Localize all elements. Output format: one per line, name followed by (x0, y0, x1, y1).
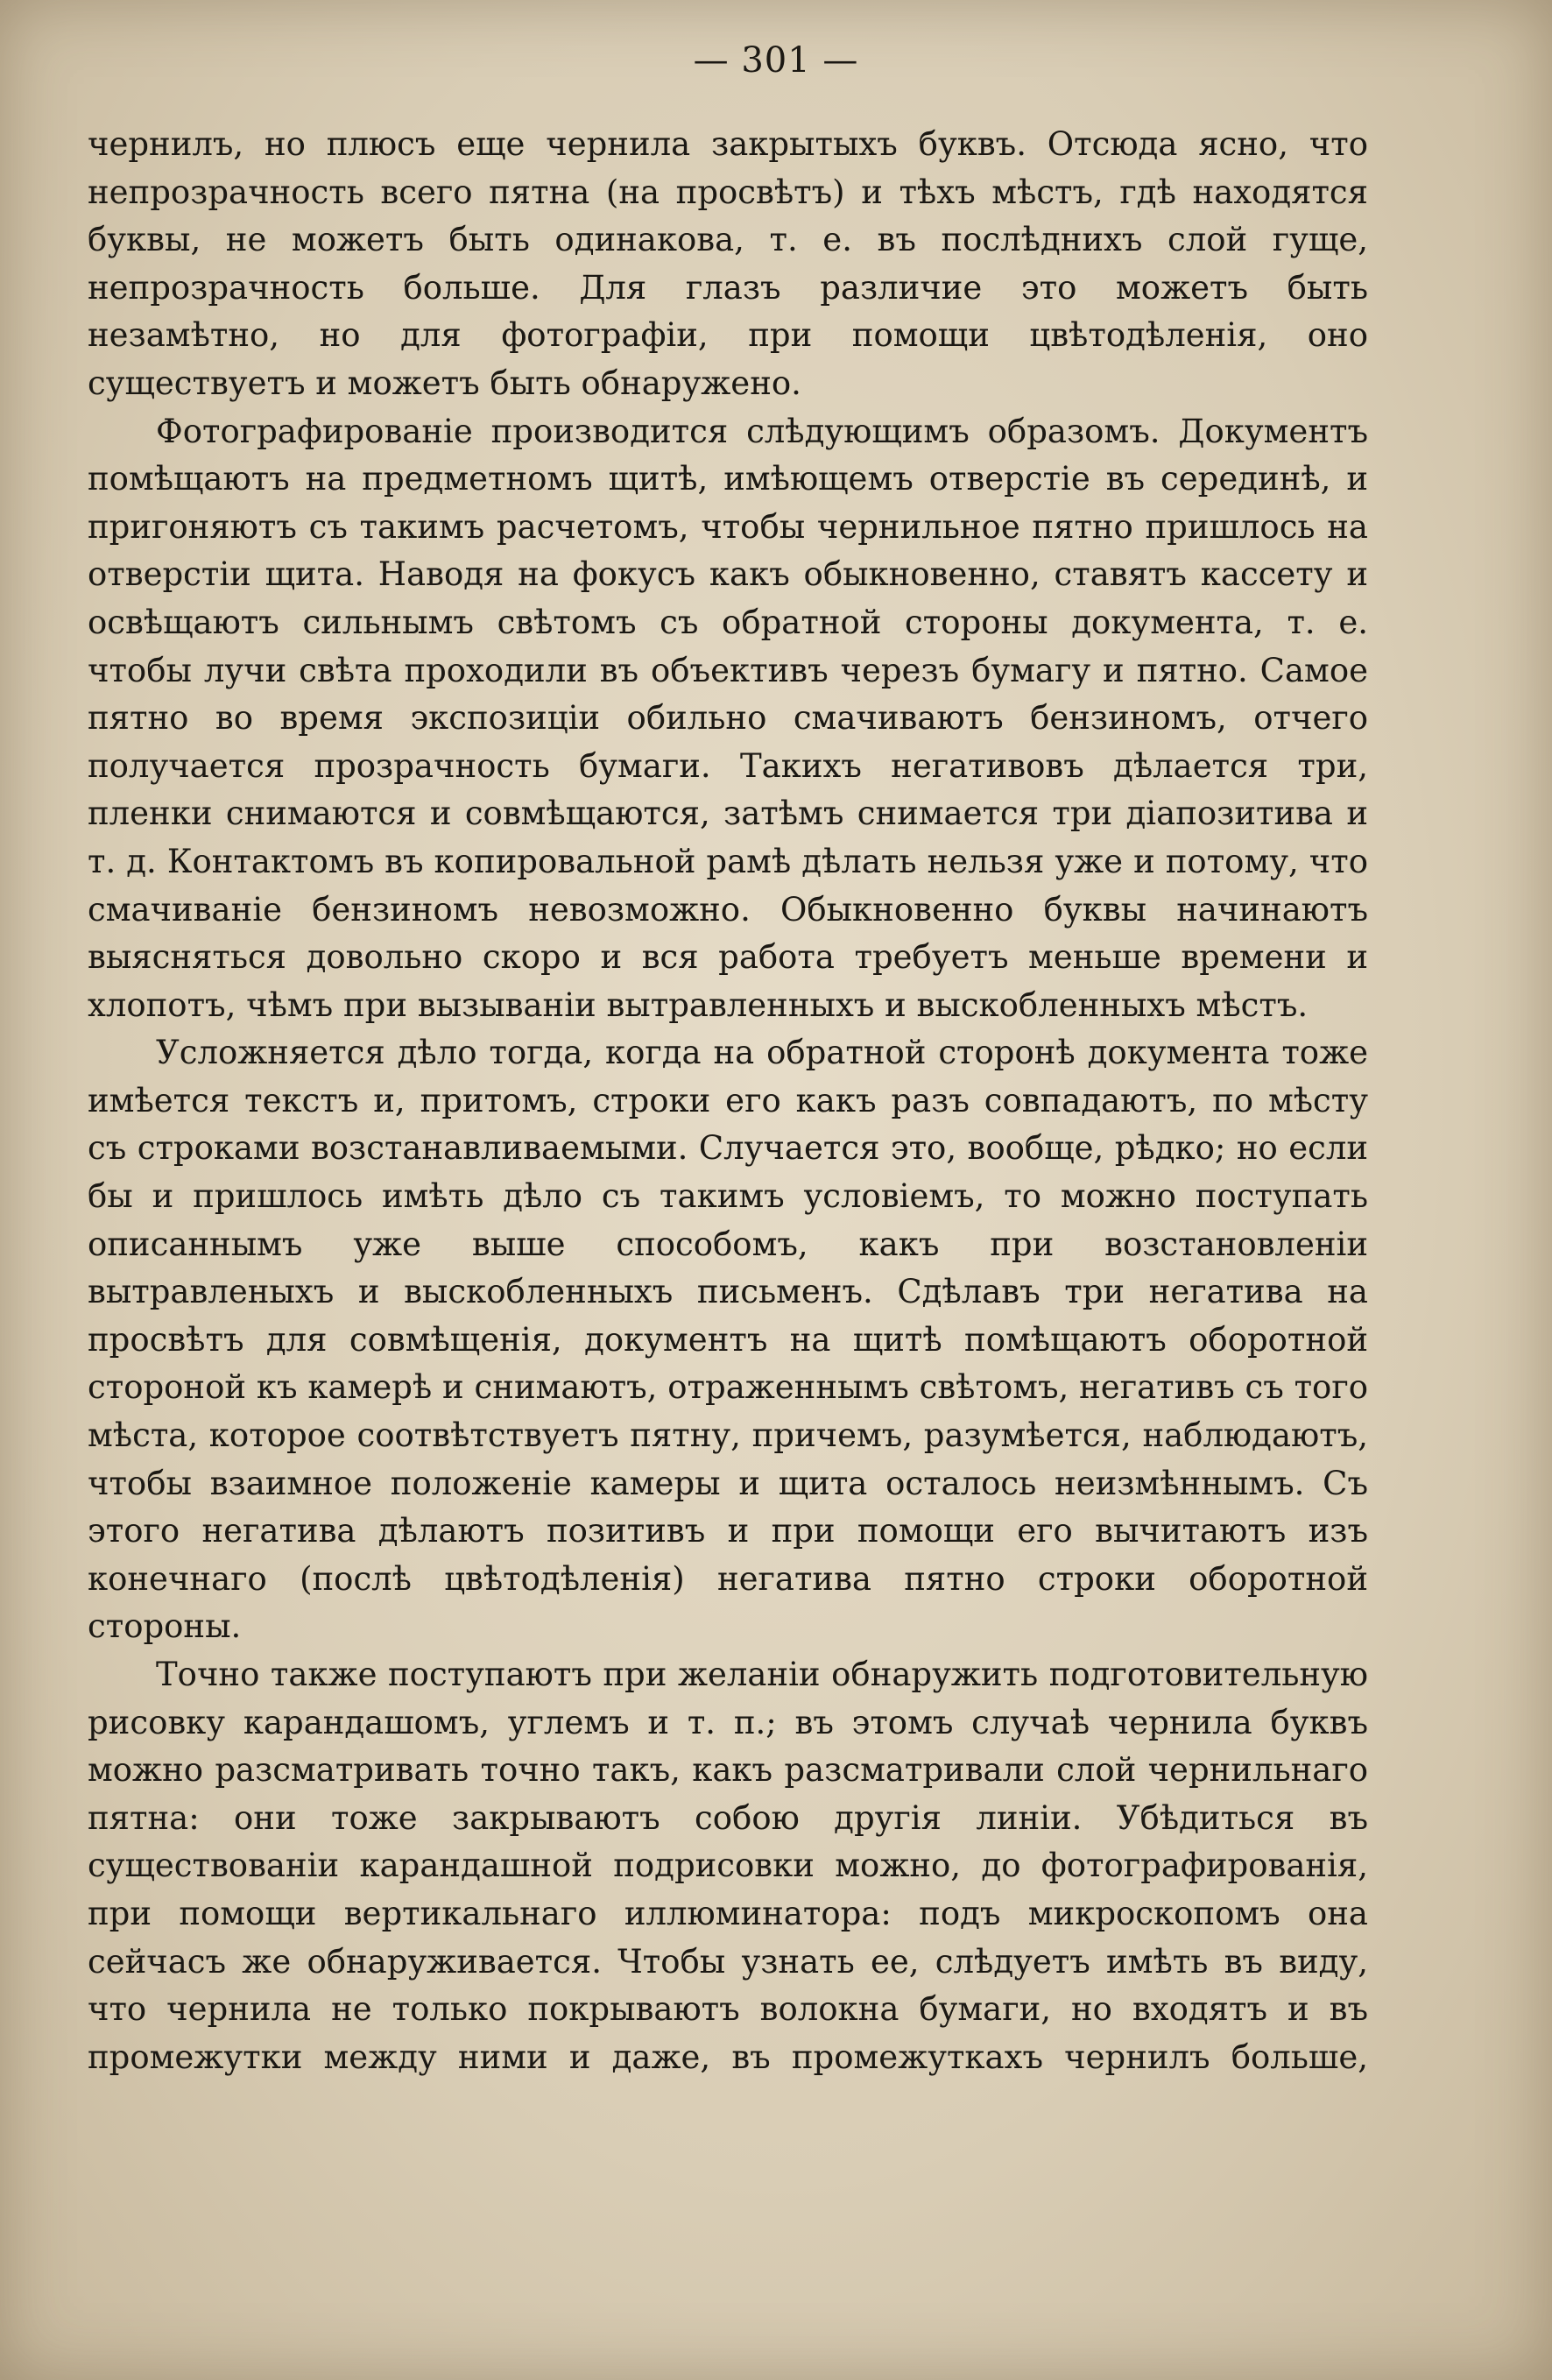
body-text (88, 121, 1368, 2081)
paragraph-2: Фотографированіе производится слѣдующимъ образомъ. Документъ помѣщаютъ на предметномъ щитѣ, имѣющемъ отверстіе въ серединѣ, и пригоняютъ съ такимъ расчетомъ, чтобы чернильное пятно пришлось на отверстіи щита. Наводя на фокусъ какъ обыкновенно, ставятъ кассету и освѣщаютъ сильнымъ свѣтомъ съ обратной стороны документа, т. е. чтобы лучи свѣта проходили въ объективъ черезъ бумагу и пятно. Самое пятно во время экспозиціи обильно смачиваютъ бензиномъ, отчего получается прозрачность бумаги. Такихъ негативовъ дѣлается три, пленки снимаются и совмѣщаются, затѣмъ снимается три діапозитива и т. д. Контактомъ въ копировальной рамѣ дѣлать нельзя уже и потому, что смачиваніе бензиномъ невозможно. Обыкновенно буквы начинаютъ выясняться довольно скоро и вся работа требуетъ меньше времени и хлопотъ, чѣмъ при вызываніи вытравленныхъ и выскобленныхъ мѣстъ. (88, 412, 1368, 1024)
paragraph-1: чернилъ, но плюсъ еще чернила закрытыхъ буквъ. Отсюда ясно, что непрозрачность всего пятна (на просвѣтъ) и тѣхъ мѣстъ, гдѣ находятся буквы, не можетъ быть одинакова, т. е. въ послѣднихъ слой гуще, непрозрачность больше. Для глазъ различие это можетъ быть незамѣтно, но для фотографіи, при помощи цвѣтодѣленія, оно существуетъ и можетъ быть обнаружено. (88, 125, 1368, 402)
paragraph-4: Точно также поступаютъ при желаніи обнаружить подготовительную рисовку карандашомъ, углемъ и т. п.; въ этомъ случаѣ чернила буквъ можно разсматривать точно такъ, какъ разсматривали слой чернильнаго пятна: они тоже закрываютъ собою другія линіи. Убѣдиться въ существованіи карандашной подрисовки можно, до фотографированія, при помощи вертикальнаго иллюминатора: подъ микроскопомъ она сейчасъ же обнаруживается. Чтобы узнать ее, слѣдуетъ имѣть въ виду, что чернила не только покрываютъ волокна бумаги, но входятъ и въ промежутки между ними и даже, въ промежуткахъ чернилъ больше, (88, 1656, 1368, 2076)
page-number: — 301 — (693, 40, 859, 81)
paragraph-3: Усложняется дѣло тогда, когда на обратной сторонѣ документа тоже имѣется текстъ и, притомъ, строки его какъ разъ совпадаютъ, по мѣсту съ строками возстанавливаемыми. Случается это, вообще, рѣдко; но если бы и пришлось имѣть дѣло съ такимъ условіемъ, то можно поступать описаннымъ уже выше способомъ, какъ при возстановленіи вытравленыхъ и выскобленныхъ письменъ. Сдѣлавъ три негатива на просвѣтъ для совмѣщенія, документъ на щитѣ помѣщаютъ оборотной стороной къ камерѣ и снимаютъ, отраженнымъ свѣтомъ, негативъ съ того мѣста, которое соотвѣтствуетъ пятну, причемъ, разумѣется, наблюдаютъ, чтобы взаимное положеніе камеры и щита осталось неизмѣннымъ. Съ этого негатива дѣлаютъ позитивъ и при помощи его вычитаютъ изъ конечнаго (послѣ цвѣтодѣленія) негатива пятно строки оборотной стороны. (88, 1034, 1368, 1646)
